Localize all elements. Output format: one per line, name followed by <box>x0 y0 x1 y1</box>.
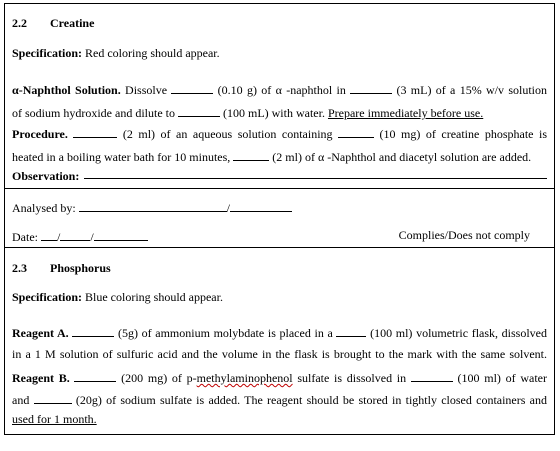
blank-field[interactable] <box>350 82 392 94</box>
procedure-line-2 <box>12 149 531 165</box>
reagent-b-text-e: and <box>12 393 34 407</box>
analysed-by-label: Analysed by: <box>12 201 79 215</box>
reagent-b-text-f: (20g) of sodium sulfate is added. The reagent should be stored in tightly closed containers and <box>71 393 548 407</box>
section-heading-creatine <box>12 17 94 31</box>
blank-field[interactable] <box>233 149 269 161</box>
procedure-text-c: heated in a boiling water bath for 10 minutes, <box>12 150 234 164</box>
reagent-a-text-c: in a 1 M solution of sulfuric acid and the volume in the flask is brought to the mark with the same solvent. <box>12 347 547 361</box>
naphthol-label: α-Naphthol Solution. <box>12 83 121 97</box>
date-label: Date: <box>12 230 41 244</box>
observation-field[interactable] <box>84 178 547 179</box>
blank-field[interactable] <box>336 325 366 337</box>
observation-row <box>12 170 79 184</box>
naphthol-line-1 <box>12 82 547 98</box>
analysed-by-date-field[interactable] <box>230 200 292 212</box>
procedure-text-d: (2 ml) of α -Naphthol and diacetyl solution are added. <box>269 150 532 164</box>
naphthol-text-a: Dissolve <box>120 83 172 97</box>
reagent-b-text-c: sulfate is dissolved in <box>292 371 411 385</box>
naphthol-text-d: of sodium hydroxide and dilute to <box>12 106 178 120</box>
section-title: Creatine <box>50 16 95 30</box>
procedure-text-b: (10 mg) of creatine phosphate is <box>374 127 548 141</box>
blank-field[interactable] <box>411 370 453 382</box>
analysed-by-field[interactable] <box>79 200 227 212</box>
creatine-specification <box>12 47 220 61</box>
divider <box>4 188 555 189</box>
reagent-b-label: Reagent B. <box>12 371 70 385</box>
reagent-b-text-a: (200 mg) of p- <box>116 371 197 385</box>
reagent-a-text-a: (5g) of ammonium molybdate is placed in a <box>114 326 337 340</box>
blank-field[interactable] <box>73 126 117 138</box>
naphthol-note: Prepare immediately before use. <box>327 106 484 120</box>
reagent-b-chemical: methylaminophenol <box>196 371 293 385</box>
reagent-a-line-2 <box>12 348 547 362</box>
observation-label: Observation: <box>12 169 80 183</box>
blank-field[interactable] <box>34 392 72 404</box>
blank-field[interactable] <box>178 105 220 117</box>
date-day-field[interactable] <box>41 229 57 241</box>
blank-field[interactable] <box>72 325 114 337</box>
reagent-a-label: Reagent A. <box>12 326 69 340</box>
reagent-a-text-b: (100 ml) volumetric flask, dissolved <box>366 326 548 340</box>
spec-label: Specification: <box>12 290 82 304</box>
date-month-field[interactable] <box>60 229 90 241</box>
spec-text: Blue coloring should appear. <box>82 290 223 304</box>
reagent-b-line-3 <box>12 413 97 427</box>
naphthol-text-e: (100 mL) with water. <box>219 106 328 120</box>
complies-text: Complies/Does not comply <box>398 228 530 242</box>
date-year-field[interactable] <box>94 229 148 241</box>
section-heading-phosphorus <box>12 262 111 276</box>
procedure-label: Procedure. <box>12 127 68 141</box>
reagent-b-text-d: (100 ml) of water <box>452 371 548 385</box>
blank-field[interactable] <box>338 126 374 138</box>
spec-text: Red coloring should appear. <box>82 46 220 60</box>
naphthol-line-2 <box>12 105 483 121</box>
procedure-text-a: (2 ml) of an aqueous solution containing <box>117 127 339 141</box>
blank-field[interactable] <box>171 82 213 94</box>
analysed-by-row: Analysed by: / <box>12 200 292 216</box>
divider <box>4 247 555 248</box>
reagent-a-line-1 <box>12 325 547 341</box>
procedure-line-1 <box>12 126 547 142</box>
reagent-b-storage-note: used for 1 month. <box>12 412 97 426</box>
phosphorus-specification <box>12 291 223 305</box>
section-title: Phosphorus <box>50 261 111 275</box>
blank-field[interactable] <box>74 370 116 382</box>
naphthol-text-c: (3 mL) of a 15% w/v solution <box>392 83 547 97</box>
section-number: 2.3 <box>12 261 27 275</box>
naphthol-text-b: (0.10 g) of α -naphthol in <box>213 83 351 97</box>
reagent-b-line-2 <box>12 392 547 408</box>
date-row: Date: / / <box>12 229 148 245</box>
reagent-b-line-1 <box>12 370 547 386</box>
spec-label: Specification: <box>12 46 82 60</box>
section-number: 2.2 <box>12 16 27 30</box>
